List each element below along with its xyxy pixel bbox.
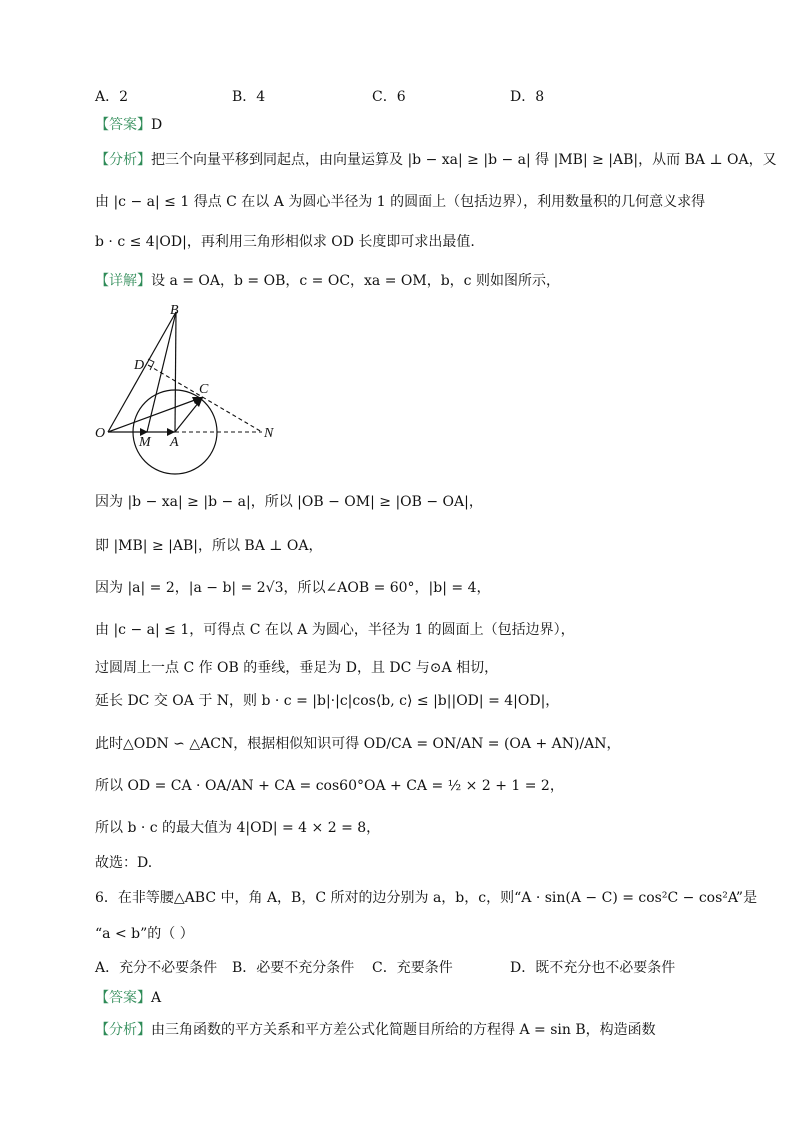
q5-option-d: D．8 [510, 89, 545, 105]
q6-stem-line-2: “a < b”的（ ） [95, 926, 194, 942]
answer-tag: 【答案】 [95, 990, 151, 1006]
q6-option-a: A．充分不必要条件 [95, 960, 218, 976]
segment-ab [175, 312, 176, 432]
q5-conclusion: 故选：D. [95, 855, 153, 871]
label-b: B [170, 303, 179, 318]
q5-option-b: B．4 [232, 89, 266, 105]
answer-value: A [151, 990, 162, 1006]
q5-step-6: 延长 DC 交 OA 于 N，则 b · c = |b|·|c|cos⟨b, c⟩ ≤ |b||OD| = 4|OD|， [95, 693, 560, 709]
q5-step-2: 即 |MB| ≥ |AB|，所以 BA ⊥ OA， [95, 538, 323, 554]
q5-step-1: 因为 |b − xa| ≥ |b − a|，所以 |OB − OM| ≥ |OB − OA|， [95, 494, 483, 510]
q5-option-c: C．6 [372, 89, 406, 105]
q6-option-c: C．充要条件 [372, 960, 453, 976]
q6-option-d: D．既不充分也不必要条件 [510, 960, 676, 976]
label-c: C [199, 382, 209, 397]
label-d: D [134, 358, 145, 373]
q5-analysis-line-2: 由 |c − a| ≤ 1 得点 C 在以 A 为圆心半径为 1 的圆面上（包括边界），利用数量积的几何意义求得 [95, 194, 706, 210]
analysis-text: 由三角函数的平方关系和平方差公式化简题目所给的方程得 A = sin B，构造函数 [151, 1022, 656, 1038]
answer-tag: 【答案】 [95, 117, 151, 133]
analysis-text: 把三个向量平移到同起点，由向量运算及 |b − xa| ≥ |b − a| 得 |MB| ≥ |AB|，从而 BA ⊥ OA，又 [151, 152, 777, 168]
q5-analysis-line-1 [95, 150, 777, 170]
detail-text: 设 a = OA，b = OB，c = OC，xa = OM，b，c 则如图所示， [151, 273, 560, 289]
analysis-tag: 【分析】 [95, 152, 151, 168]
answer-value: D [151, 117, 163, 133]
q5-step-4: 由 |c − a| ≤ 1，可得点 C 在以 A 为圆心，半径为 1 的圆面上（包括边界）， [95, 622, 575, 638]
analysis-tag: 【分析】 [95, 1022, 151, 1038]
q6-option-b: B．必要不充分条件 [232, 960, 355, 976]
q5-step-7: 此时△ODN ∽ △ACN，根据相似知识可得 OD/CA = ON/AN = (OA + AN)/AN， [95, 736, 621, 752]
detail-tag: 【详解】 [95, 273, 151, 289]
q5-detail-intro [95, 271, 560, 291]
segment-mb [147, 312, 176, 432]
geometry-figure [90, 300, 290, 480]
q5-step-3: 因为 |a| = 2，|a − b| = 2√3，所以∠AOB = 60°，|b| = 4， [95, 580, 491, 596]
label-o: O [95, 426, 106, 441]
q6-analysis [95, 1020, 656, 1040]
label-n: N [264, 426, 274, 441]
q6-answer [95, 988, 161, 1008]
label-m: M [139, 435, 151, 450]
q5-step-9: 所以 b · c 的最大值为 4|OD| = 4 × 2 = 8， [95, 820, 381, 836]
segment-dn-dashed [148, 365, 262, 432]
q5-analysis-line-3: b · c ≤ 4|OD|，再利用三角形相似求 OD 长度即可求出最值. [95, 234, 475, 250]
q5-option-a: A．2 [95, 89, 129, 105]
q6-stem-line-1: 6．在非等腰△ABC 中，角 A，B，C 所对的边分别为 a，b，c，则“A · sin(A − C) = cos²C − cos²A”是 [95, 890, 758, 906]
q5-answer [95, 115, 162, 135]
q5-step-5: 过圆周上一点 C 作 OB 的垂线，垂足为 D，且 DC 与⊙A 相切， [95, 660, 499, 676]
q5-step-8: 所以 OD = CA · OA/AN + CA = cos60°OA + CA = ½ × 2 + 1 = 2， [95, 778, 564, 794]
label-a: A [170, 435, 179, 450]
